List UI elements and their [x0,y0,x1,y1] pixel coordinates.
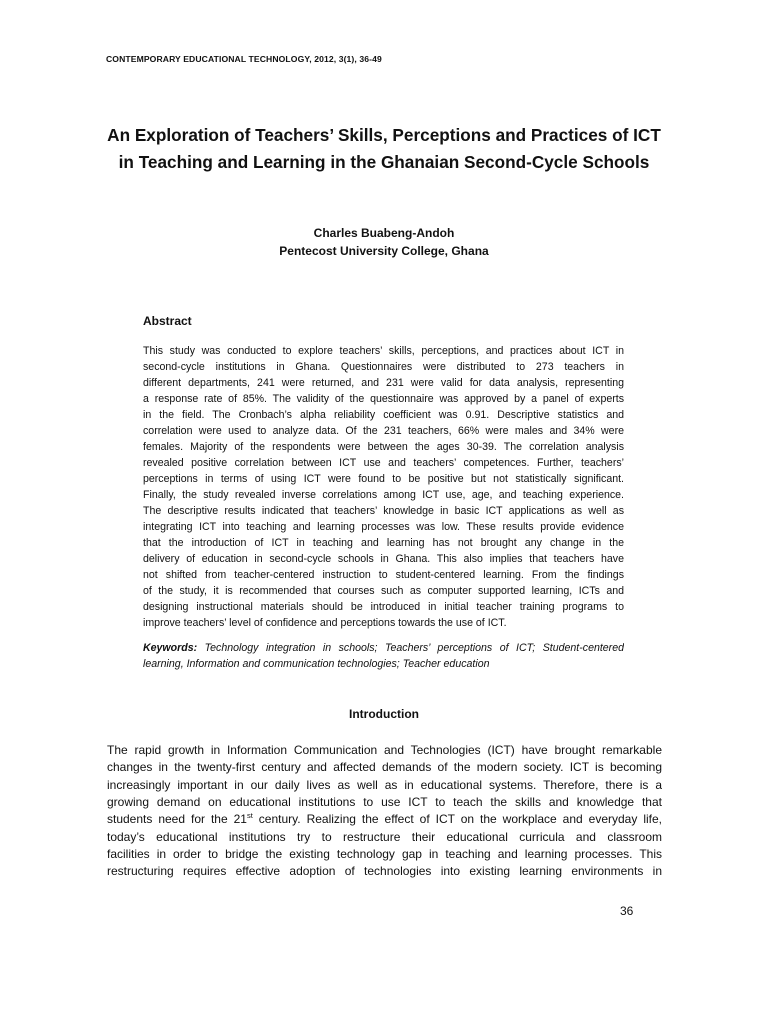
paper-title-line-1: An Exploration of Teachers’ Skills, Perceptions and Practices of ICT [107,125,661,145]
body-line: restructuring requires effective adoption of technologies into existing learning environments in [107,864,662,878]
abstract-line: perceptions in terms of using ICT were found to be positive but not statistically significant. [143,473,624,485]
body-line: The rapid growth in Information Communication and Technologies (ICT) have brought remarkable [107,743,662,757]
body-line: today’s educational institutions try to restructure their educational curricula and classroom [107,830,662,844]
paper-title-line-2: in Teaching and Learning in the Ghanaian Second-Cycle Schools [118,152,650,172]
body-line: changes in the twenty-first century and affected demands of the modern society. ICT is becoming [107,760,662,774]
abstract-line: not shifted from teacher-centered instruction to student-centered learning. From the findings [143,569,624,581]
body-line: facilities in order to bridge the existing technology gap in teaching and learning processes. This [107,847,662,861]
abstract-line: that the introduction of ICT in teaching and learning has not brought any change in the [143,537,624,549]
abstract-line: designing instructional materials should be introduced in initial teacher training programs to [143,601,624,613]
keywords-text-1: Technology integration in schools; Teachers’ perceptions of ICT; Student-centered [197,642,624,654]
author-name: Charles Buabeng-Andoh [313,226,455,240]
keywords-label: Keywords: [143,642,198,654]
ordinal-superscript: st [246,811,253,820]
body-line [107,811,662,829]
keywords-line-1 [143,641,624,656]
abstract-line: Finally, the study revealed inverse correlations among ICT use, age, and teaching experience. [143,489,624,501]
abstract-line: The descriptive results indicated that teachers’ knowledge in basic ICT applications as well as [143,505,624,517]
body-text: century. Realizing the effect of ICT on the workplace and everyday life, [252,812,662,826]
abstract-line: delivery of education in second-cycle schools in Ghana. This also implies that teachers have [143,553,624,565]
abstract-line: in the field. The Cronbach’s alpha reliability coefficient was 0.91. Descriptive statistics and [143,409,624,421]
introduction-heading: Introduction [349,707,419,721]
keywords-line-2: learning, Information and communication technologies; Teacher education [143,658,490,670]
abstract-heading: Abstract [143,314,192,328]
abstract-line: a response rate of 85%. The validity of the questionnaire was approved by a panel of experts [143,393,624,405]
abstract-line: integrating ICT into teaching and learning processes was low. These results provide evidence [143,521,624,533]
abstract-line: revealed positive correlation between ICT use and teachers’ competences. Further, teachers’ [143,457,624,469]
abstract-line: This study was conducted to explore teachers’ skills, perceptions, and practices about ICT in [143,345,624,357]
body-line: growing demand on educational institutions to use ICT to teach the skills and knowledge that [107,795,662,809]
abstract-line: improve teachers’ level of confidence and perceptions towards the use of ICT. [143,617,507,629]
abstract-line: second-cycle institutions in Ghana. Questionnaires were distributed to 273 teachers in [143,361,624,373]
abstract-line: correlation were used to analyze data. Of the 231 teachers, 66% were males and 34% were [143,425,624,437]
running-head: CONTEMPORARY EDUCATIONAL TECHNOLOGY, 2012, 3(1), 36-49 [106,54,382,64]
page-number: 36 [620,904,634,918]
body-text: students need for the 21 [107,812,247,826]
body-line: increasingly important in our daily lives as well as in educational systems. Therefore, there is a [107,778,662,792]
abstract-line: of the study, it is recommended that courses such as computer supported learning, ICTs and [143,585,624,597]
author-affiliation: Pentecost University College, Ghana [279,244,489,258]
abstract-line: different departments, 241 were returned, and 231 were valid for data analysis, representing [143,377,624,389]
abstract-line: females. Majority of the respondents were between the ages 30-39. The correlation analysis [143,441,624,453]
